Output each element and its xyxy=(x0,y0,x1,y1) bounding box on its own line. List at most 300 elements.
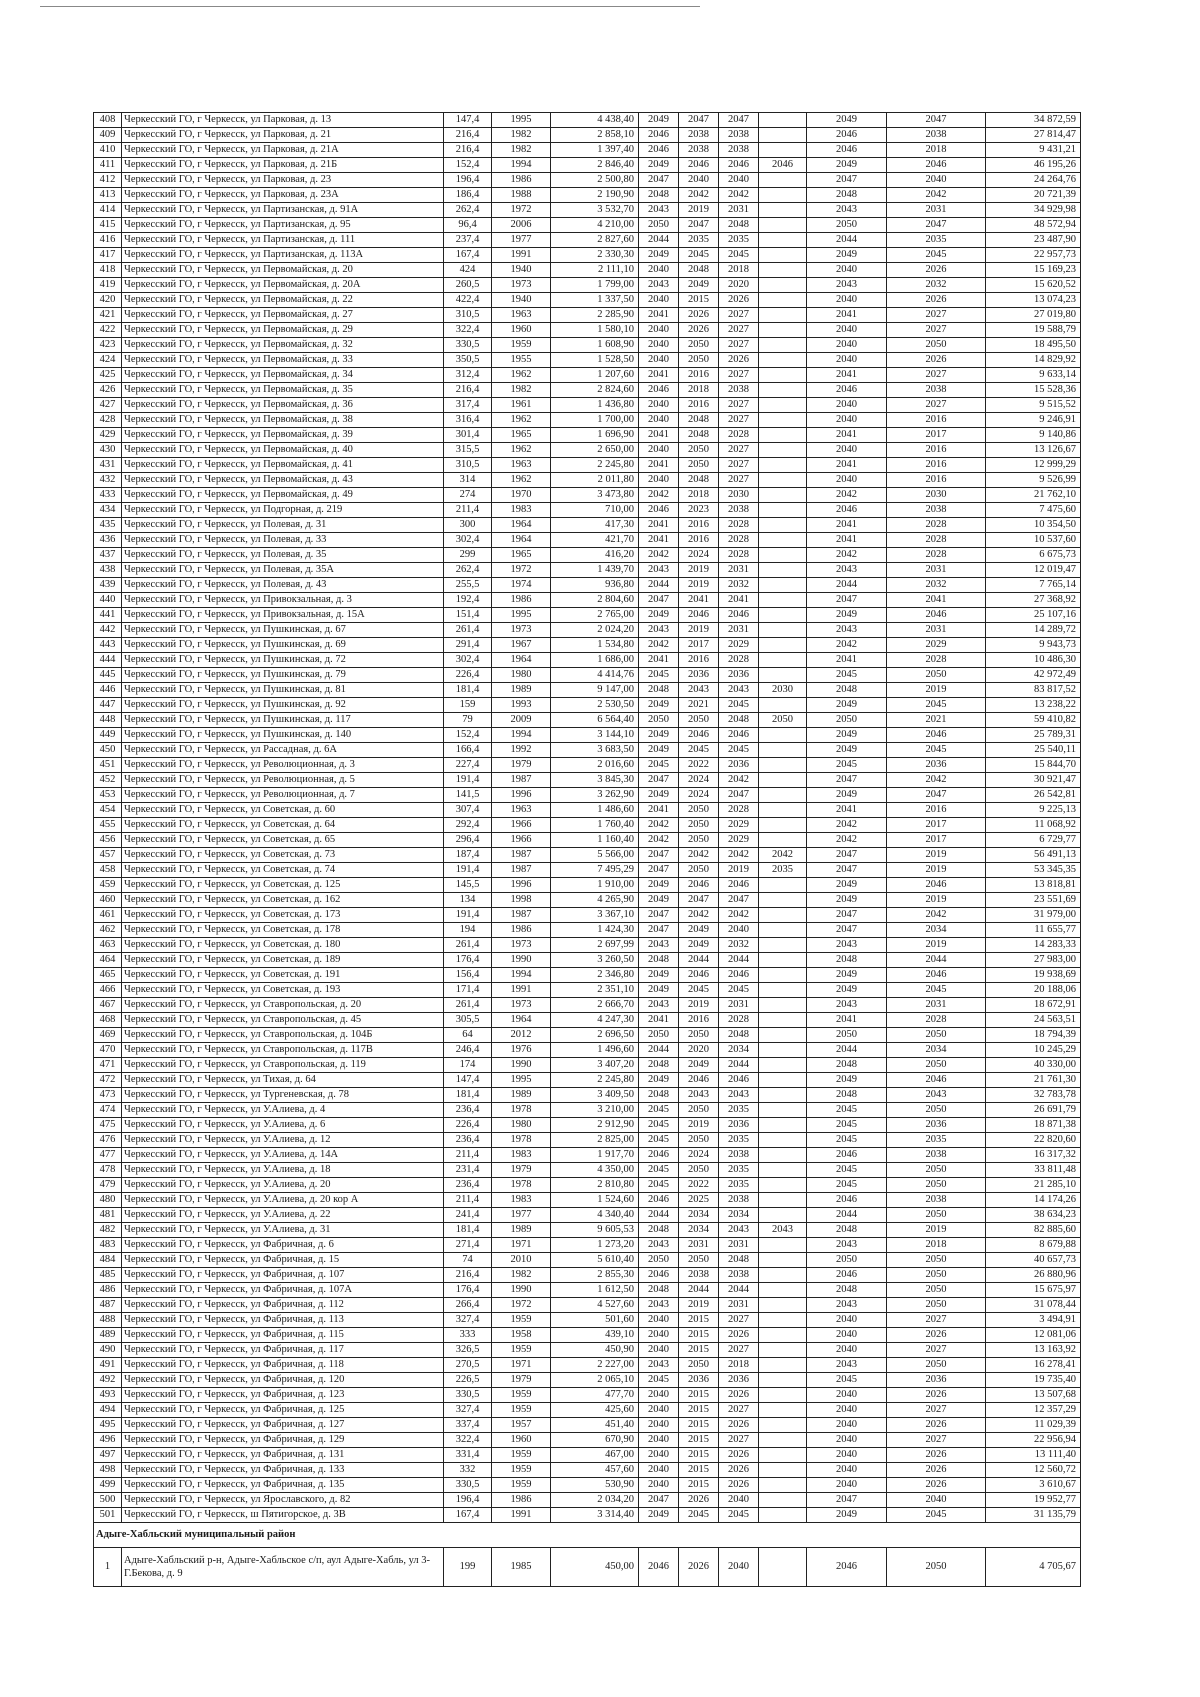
year-cell-1: 2046 xyxy=(639,383,679,398)
row-number: 470 xyxy=(94,1043,122,1058)
year-cell-1: 2040 xyxy=(639,353,679,368)
cost-cell: 4 350,00 xyxy=(551,1163,639,1178)
year-cell-2: 2016 xyxy=(679,398,719,413)
address-cell: Черкесский ГО, г Черкесск, ул Пушкинская, д. 67 xyxy=(122,623,444,638)
cost-cell: 2 111,10 xyxy=(551,263,639,278)
year-cell-2: 2049 xyxy=(679,923,719,938)
year-cell-4 xyxy=(759,233,807,248)
year-cell-4 xyxy=(759,968,807,983)
year-cell-1: 2046 xyxy=(639,1148,679,1163)
row-number: 475 xyxy=(94,1118,122,1133)
address-cell: Черкесский ГО, г Черкесск, ул Революционная, д. 7 xyxy=(122,788,444,803)
year-cell-4 xyxy=(759,443,807,458)
year-cell-5: 2049 xyxy=(807,113,887,128)
row-number: 487 xyxy=(94,1298,122,1313)
cost-cell: 2 227,00 xyxy=(551,1358,639,1373)
row-number: 427 xyxy=(94,398,122,413)
row-number: 501 xyxy=(94,1508,122,1523)
year-cell-1: 2043 xyxy=(639,563,679,578)
year-cell-5: 2043 xyxy=(807,1358,887,1373)
row-number: 418 xyxy=(94,263,122,278)
area-cell: 296,4 xyxy=(444,833,492,848)
year-cell-2: 2050 xyxy=(679,818,719,833)
total-cell: 27 814,47 xyxy=(986,128,1081,143)
area-cell: 141,5 xyxy=(444,788,492,803)
table-row xyxy=(94,653,1081,668)
year-cell-6: 2050 xyxy=(887,1208,986,1223)
address-cell: Черкесский ГО, г Черкесск, ул Подгорная, д. 219 xyxy=(122,503,444,518)
year-cell-2: 2023 xyxy=(679,503,719,518)
address-cell: Черкесский ГО, г Черкесск, ул Тихая, д. 64 xyxy=(122,1073,444,1088)
year-cell-4 xyxy=(759,503,807,518)
year-cell-1: 2048 xyxy=(639,1283,679,1298)
address-cell: Черкесский ГО, г Черкесск, ул Ставропольская, д. 119 xyxy=(122,1058,444,1073)
table-row xyxy=(94,473,1081,488)
cost-cell: 501,60 xyxy=(551,1313,639,1328)
year-cell-2: 2050 xyxy=(679,338,719,353)
address-cell: Черкесский ГО, г Черкесск, ул У.Алиева, д. 31 xyxy=(122,1223,444,1238)
table-row xyxy=(94,248,1081,263)
row-number: 410 xyxy=(94,143,122,158)
year-cell-5: 2040 xyxy=(807,323,887,338)
row-number: 411 xyxy=(94,158,122,173)
year-cell-5: 2049 xyxy=(807,878,887,893)
cost-cell: 936,80 xyxy=(551,578,639,593)
area-cell: 327,4 xyxy=(444,1313,492,1328)
address-cell: Черкесский ГО, г Черкесск, ул Фабричная, д. 131 xyxy=(122,1448,444,1463)
year-cell-1: 2046 xyxy=(639,503,679,518)
year-built-cell: 1986 xyxy=(492,923,551,938)
year-built-cell: 1961 xyxy=(492,398,551,413)
year-cell-6: 2050 xyxy=(887,1358,986,1373)
year-cell-3: 2026 xyxy=(719,353,759,368)
table-row xyxy=(94,1448,1081,1463)
year-cell-2: 2021 xyxy=(679,698,719,713)
total-cell: 26 542,81 xyxy=(986,788,1081,803)
area-cell: 64 xyxy=(444,1028,492,1043)
year-built-cell: 1966 xyxy=(492,833,551,848)
table-row xyxy=(94,1418,1081,1433)
year-cell-1: 2048 xyxy=(639,188,679,203)
address-cell: Черкесский ГО, г Черкесск, ул Ставропольская, д. 117В xyxy=(122,1043,444,1058)
cost-cell: 7 495,29 xyxy=(551,863,639,878)
year-cell-6: 2026 xyxy=(887,1478,986,1493)
year-cell-2: 2016 xyxy=(679,1013,719,1028)
total-cell: 23 551,69 xyxy=(986,893,1081,908)
year-cell-2: 2035 xyxy=(679,233,719,248)
year-cell-4 xyxy=(759,1463,807,1478)
year-built-cell: 1983 xyxy=(492,503,551,518)
year-cell-2: 2042 xyxy=(679,188,719,203)
year-cell-3: 2018 xyxy=(719,1358,759,1373)
year-cell-4 xyxy=(759,473,807,488)
year-cell-1: 2041 xyxy=(639,1013,679,1028)
area-cell: 292,4 xyxy=(444,818,492,833)
year-cell-3: 2044 xyxy=(719,1283,759,1298)
cost-cell: 1 799,00 xyxy=(551,278,639,293)
year-cell-2: 2038 xyxy=(679,1268,719,1283)
address-cell: Черкесский ГО, г Черкесск, ул Пушкинская, д. 117 xyxy=(122,713,444,728)
area-cell: 350,5 xyxy=(444,353,492,368)
area-cell: 226,5 xyxy=(444,1373,492,1388)
address-cell: Черкесский ГО, г Черкесск, ул Советская, д. 74 xyxy=(122,863,444,878)
year-cell-6: 2017 xyxy=(887,818,986,833)
row-number: 495 xyxy=(94,1418,122,1433)
year-built-cell: 1940 xyxy=(492,293,551,308)
year-cell-5: 2043 xyxy=(807,1298,887,1313)
area-cell: 181,4 xyxy=(444,1088,492,1103)
year-cell-6: 2032 xyxy=(887,578,986,593)
year-cell-1: 2040 xyxy=(639,263,679,278)
year-cell-3: 2043 xyxy=(719,683,759,698)
cost-cell: 2 810,80 xyxy=(551,1178,639,1193)
cost-cell: 2 846,40 xyxy=(551,158,639,173)
year-cell-1: 2043 xyxy=(639,938,679,953)
year-built-cell: 1940 xyxy=(492,263,551,278)
year-built-cell: 1983 xyxy=(492,1193,551,1208)
year-cell-4 xyxy=(759,1298,807,1313)
total-cell: 14 829,92 xyxy=(986,353,1081,368)
cost-cell: 5 610,40 xyxy=(551,1253,639,1268)
year-cell-3: 2028 xyxy=(719,518,759,533)
year-cell-3: 2027 xyxy=(719,398,759,413)
year-cell-4 xyxy=(759,1403,807,1418)
address-cell: Черкесский ГО, г Черкесск, ул Первомайская, д. 43 xyxy=(122,473,444,488)
year-cell-3: 2046 xyxy=(719,728,759,743)
year-cell-6: 2038 xyxy=(887,503,986,518)
year-cell-4 xyxy=(759,578,807,593)
year-cell-5: 2042 xyxy=(807,638,887,653)
address-cell: Черкесский ГО, г Черкесск, ул Полевая, д. 43 xyxy=(122,578,444,593)
year-built-cell: 1970 xyxy=(492,488,551,503)
area-cell: 330,5 xyxy=(444,1388,492,1403)
year-cell-2: 2015 xyxy=(679,1448,719,1463)
year-cell-6: 2046 xyxy=(887,878,986,893)
year-cell-6: 2028 xyxy=(887,653,986,668)
year-cell-2: 2019 xyxy=(679,203,719,218)
year-cell-1: 2046 xyxy=(639,1193,679,1208)
area-cell: 236,4 xyxy=(444,1133,492,1148)
area-cell: 216,4 xyxy=(444,383,492,398)
address-cell: Черкесский ГО, г Черкесск, ул Первомайская, д. 20 xyxy=(122,263,444,278)
year-cell-3: 2028 xyxy=(719,653,759,668)
year-cell-4 xyxy=(759,668,807,683)
year-cell-6: 2038 xyxy=(887,383,986,398)
address-cell: Черкесский ГО, г Черкесск, ул Советская, д. 65 xyxy=(122,833,444,848)
year-built-cell: 1994 xyxy=(492,728,551,743)
row-number: 423 xyxy=(94,338,122,353)
table-row xyxy=(94,413,1081,428)
address-cell: Черкесский ГО, г Черкесск, ул Советская, д. 189 xyxy=(122,953,444,968)
year-built-cell: 1977 xyxy=(492,1208,551,1223)
year-built-cell: 1991 xyxy=(492,983,551,998)
year-cell-4 xyxy=(759,893,807,908)
year-built-cell: 2009 xyxy=(492,713,551,728)
area-cell: 196,4 xyxy=(444,173,492,188)
year-cell-1: 2041 xyxy=(639,533,679,548)
total-cell: 19 735,40 xyxy=(986,1373,1081,1388)
address-cell: Черкесский ГО, г Черкесск, ул У.Алиева, д. 14А xyxy=(122,1148,444,1163)
year-cell-6: 2031 xyxy=(887,203,986,218)
area-cell: 147,4 xyxy=(444,1073,492,1088)
year-cell-6: 2042 xyxy=(887,908,986,923)
year-cell-2: 2048 xyxy=(679,473,719,488)
year-cell-4 xyxy=(759,1268,807,1283)
year-cell-5: 2048 xyxy=(807,683,887,698)
total-cell: 9 225,13 xyxy=(986,803,1081,818)
year-cell-4 xyxy=(759,743,807,758)
total-cell: 31 979,00 xyxy=(986,908,1081,923)
year-cell-1: 2050 xyxy=(639,1253,679,1268)
area-cell: 191,4 xyxy=(444,863,492,878)
year-built-cell: 1989 xyxy=(492,1088,551,1103)
year-cell-6: 2016 xyxy=(887,413,986,428)
year-cell-1: 2050 xyxy=(639,713,679,728)
year-cell-6: 2050 xyxy=(887,1283,986,1298)
total-cell: 27 368,92 xyxy=(986,593,1081,608)
year-cell-4 xyxy=(759,1118,807,1133)
total-cell: 21 762,10 xyxy=(986,488,1081,503)
cost-cell: 1 760,40 xyxy=(551,818,639,833)
address-cell: Черкесский ГО, г Черкесск, ул Партизанская, д. 113А xyxy=(122,248,444,263)
year-cell-3: 2045 xyxy=(719,743,759,758)
address-cell: Черкесский ГО, г Черкесск, ул Тургеневская, д. 78 xyxy=(122,1088,444,1103)
year-cell-4 xyxy=(759,1418,807,1433)
year-cell-3: 2028 xyxy=(719,428,759,443)
year-cell-2: 2048 xyxy=(679,428,719,443)
total-cell: 20 188,06 xyxy=(986,983,1081,998)
year-cell-5: 2040 xyxy=(807,398,887,413)
cost-cell: 1 436,80 xyxy=(551,398,639,413)
area-cell: 216,4 xyxy=(444,128,492,143)
table-row xyxy=(94,143,1081,158)
year-cell-6: 2019 xyxy=(887,1223,986,1238)
year-cell-3: 2036 xyxy=(719,758,759,773)
row-number: 415 xyxy=(94,218,122,233)
year-cell-5: 2040 xyxy=(807,1433,887,1448)
year-cell-2: 2036 xyxy=(679,1373,719,1388)
year-cell-4 xyxy=(759,1178,807,1193)
year-cell-4 xyxy=(759,1238,807,1253)
table-row xyxy=(94,1298,1081,1313)
row-number: 464 xyxy=(94,953,122,968)
row-number: 456 xyxy=(94,833,122,848)
year-cell-2: 2026 xyxy=(679,323,719,338)
year-cell-3: 2028 xyxy=(719,533,759,548)
year-cell-1: 2040 xyxy=(639,1328,679,1343)
year-cell-6: 2027 xyxy=(887,1403,986,1418)
year-cell-3: 2045 xyxy=(719,698,759,713)
address-cell: Черкесский ГО, г Черкесск, ул Фабричная, д. 123 xyxy=(122,1388,444,1403)
year-cell-2: 2047 xyxy=(679,218,719,233)
year-cell-3: 2042 xyxy=(719,773,759,788)
total-cell: 19 952,77 xyxy=(986,1493,1081,1508)
year-cell-4 xyxy=(759,1073,807,1088)
table-row xyxy=(94,353,1081,368)
year-cell-1: 2043 xyxy=(639,203,679,218)
year-cell-5: 2041 xyxy=(807,653,887,668)
row-number: 444 xyxy=(94,653,122,668)
cost-cell: 1 686,00 xyxy=(551,653,639,668)
year-cell-5: 2046 xyxy=(807,503,887,518)
year-cell-3: 2029 xyxy=(719,833,759,848)
cost-cell: 1 337,50 xyxy=(551,293,639,308)
total-cell: 7 765,14 xyxy=(986,578,1081,593)
year-cell-1: 2044 xyxy=(639,1208,679,1223)
year-cell-2: 2050 xyxy=(679,1103,719,1118)
table-row xyxy=(94,1043,1081,1058)
cost-cell: 3 473,80 xyxy=(551,488,639,503)
row-number: 483 xyxy=(94,1238,122,1253)
table-row xyxy=(94,683,1081,698)
year-cell-1: 2049 xyxy=(639,248,679,263)
row-number: 489 xyxy=(94,1328,122,1343)
year-cell-1: 2048 xyxy=(639,1223,679,1238)
total-cell: 10 537,60 xyxy=(986,533,1081,548)
address-cell: Черкесский ГО, г Черкесск, ул Советская, д. 60 xyxy=(122,803,444,818)
cost-cell: 4 265,90 xyxy=(551,893,639,908)
address-cell: Черкесский ГО, г Черкесск, ул Пушкинская, д. 79 xyxy=(122,668,444,683)
address-cell: Черкесский ГО, г Черкесск, ул Фабричная, д. 6 xyxy=(122,1238,444,1253)
year-cell-3: 2044 xyxy=(719,953,759,968)
year-cell-4 xyxy=(759,113,807,128)
area-cell: 171,4 xyxy=(444,983,492,998)
table-row xyxy=(94,338,1081,353)
year-cell-3: 2026 xyxy=(719,1328,759,1343)
address-cell: Черкесский ГО, г Черкесск, ул У.Алиева, д. 18 xyxy=(122,1163,444,1178)
year-cell-5: 2043 xyxy=(807,938,887,953)
table-row xyxy=(94,923,1081,938)
year-built-cell: 1959 xyxy=(492,1448,551,1463)
area-cell: 199 xyxy=(444,1548,492,1587)
cost-cell: 3 314,40 xyxy=(551,1508,639,1523)
year-cell-2: 2038 xyxy=(679,143,719,158)
address-cell: Черкесский ГО, г Черкесск, ул Советская, д. 191 xyxy=(122,968,444,983)
table-row xyxy=(94,1193,1081,1208)
area-cell: 330,5 xyxy=(444,1478,492,1493)
table-row xyxy=(94,398,1081,413)
row-number: 457 xyxy=(94,848,122,863)
row-number: 491 xyxy=(94,1358,122,1373)
area-cell: 330,5 xyxy=(444,338,492,353)
cost-cell: 3 532,70 xyxy=(551,203,639,218)
table-row xyxy=(94,1223,1081,1238)
year-cell-3: 2047 xyxy=(719,113,759,128)
cost-cell: 2 024,20 xyxy=(551,623,639,638)
address-cell: Черкесский ГО, г Черкесск, ул Полевая, д. 31 xyxy=(122,518,444,533)
year-cell-5: 2041 xyxy=(807,368,887,383)
year-built-cell: 1959 xyxy=(492,1313,551,1328)
year-cell-3: 2028 xyxy=(719,803,759,818)
total-cell: 25 540,11 xyxy=(986,743,1081,758)
year-cell-3: 2031 xyxy=(719,563,759,578)
table-row xyxy=(94,593,1081,608)
year-cell-1: 2040 xyxy=(639,1433,679,1448)
total-cell: 19 938,69 xyxy=(986,968,1081,983)
year-built-cell: 1963 xyxy=(492,458,551,473)
year-cell-5: 2044 xyxy=(807,578,887,593)
table-row xyxy=(94,1163,1081,1178)
year-cell-1: 2049 xyxy=(639,788,679,803)
row-number: 430 xyxy=(94,443,122,458)
year-cell-1: 2047 xyxy=(639,908,679,923)
year-cell-2: 2025 xyxy=(679,1193,719,1208)
year-cell-3: 2031 xyxy=(719,998,759,1013)
year-cell-4 xyxy=(759,353,807,368)
area-cell: 186,4 xyxy=(444,188,492,203)
year-cell-6: 2050 xyxy=(887,1548,986,1587)
year-cell-3: 2027 xyxy=(719,1403,759,1418)
year-cell-4 xyxy=(759,623,807,638)
address-cell: Черкесский ГО, г Черкесск, ул У.Алиева, д. 6 xyxy=(122,1118,444,1133)
year-built-cell: 1972 xyxy=(492,563,551,578)
address-cell: Черкесский ГО, г Черкесск, ул Ярославского, д. 82 xyxy=(122,1493,444,1508)
year-cell-6: 2045 xyxy=(887,698,986,713)
total-cell: 21 285,10 xyxy=(986,1178,1081,1193)
year-cell-2: 2043 xyxy=(679,1088,719,1103)
table-row xyxy=(94,998,1081,1013)
row-number: 429 xyxy=(94,428,122,443)
cost-cell: 416,20 xyxy=(551,548,639,563)
year-cell-4 xyxy=(759,923,807,938)
year-cell-5: 2042 xyxy=(807,488,887,503)
total-cell: 22 820,60 xyxy=(986,1133,1081,1148)
total-cell: 11 068,92 xyxy=(986,818,1081,833)
address-cell: Черкесский ГО, г Черкесск, ул Фабричная, д. 129 xyxy=(122,1433,444,1448)
row-number: 409 xyxy=(94,128,122,143)
row-number: 424 xyxy=(94,353,122,368)
area-cell: 262,4 xyxy=(444,203,492,218)
table-row xyxy=(94,818,1081,833)
address-cell: Черкесский ГО, г Черкесск, ул Пушкинская, д. 72 xyxy=(122,653,444,668)
total-cell: 14 289,72 xyxy=(986,623,1081,638)
table-row xyxy=(94,1373,1081,1388)
year-cell-5: 2043 xyxy=(807,1238,887,1253)
year-built-cell: 1962 xyxy=(492,413,551,428)
cost-cell: 2 330,30 xyxy=(551,248,639,263)
total-cell: 56 491,13 xyxy=(986,848,1081,863)
year-built-cell: 1983 xyxy=(492,1148,551,1163)
year-cell-6: 2050 xyxy=(887,1298,986,1313)
year-cell-5: 2041 xyxy=(807,458,887,473)
table-row xyxy=(94,488,1081,503)
cost-cell: 2 855,30 xyxy=(551,1268,639,1283)
year-cell-2: 2036 xyxy=(679,668,719,683)
cost-cell: 2 825,00 xyxy=(551,1133,639,1148)
year-cell-2: 2015 xyxy=(679,1478,719,1493)
address-cell: Черкесский ГО, г Черкесск, ул Первомайская, д. 32 xyxy=(122,338,444,353)
year-cell-3: 2027 xyxy=(719,308,759,323)
year-cell-2: 2050 xyxy=(679,803,719,818)
area-cell: 192,4 xyxy=(444,593,492,608)
year-cell-3: 2043 xyxy=(719,1223,759,1238)
table-row xyxy=(94,608,1081,623)
year-built-cell: 2012 xyxy=(492,1028,551,1043)
year-cell-2: 2044 xyxy=(679,953,719,968)
year-cell-3: 2042 xyxy=(719,908,759,923)
year-cell-4 xyxy=(759,203,807,218)
year-cell-5: 2048 xyxy=(807,953,887,968)
cost-cell: 3 260,50 xyxy=(551,953,639,968)
year-cell-3: 2038 xyxy=(719,383,759,398)
year-cell-4 xyxy=(759,1433,807,1448)
table-row xyxy=(94,1013,1081,1028)
total-cell: 13 238,22 xyxy=(986,698,1081,713)
year-cell-3: 2027 xyxy=(719,368,759,383)
cost-cell: 450,00 xyxy=(551,1548,639,1587)
year-cell-6: 2050 xyxy=(887,1178,986,1193)
year-cell-1: 2042 xyxy=(639,818,679,833)
